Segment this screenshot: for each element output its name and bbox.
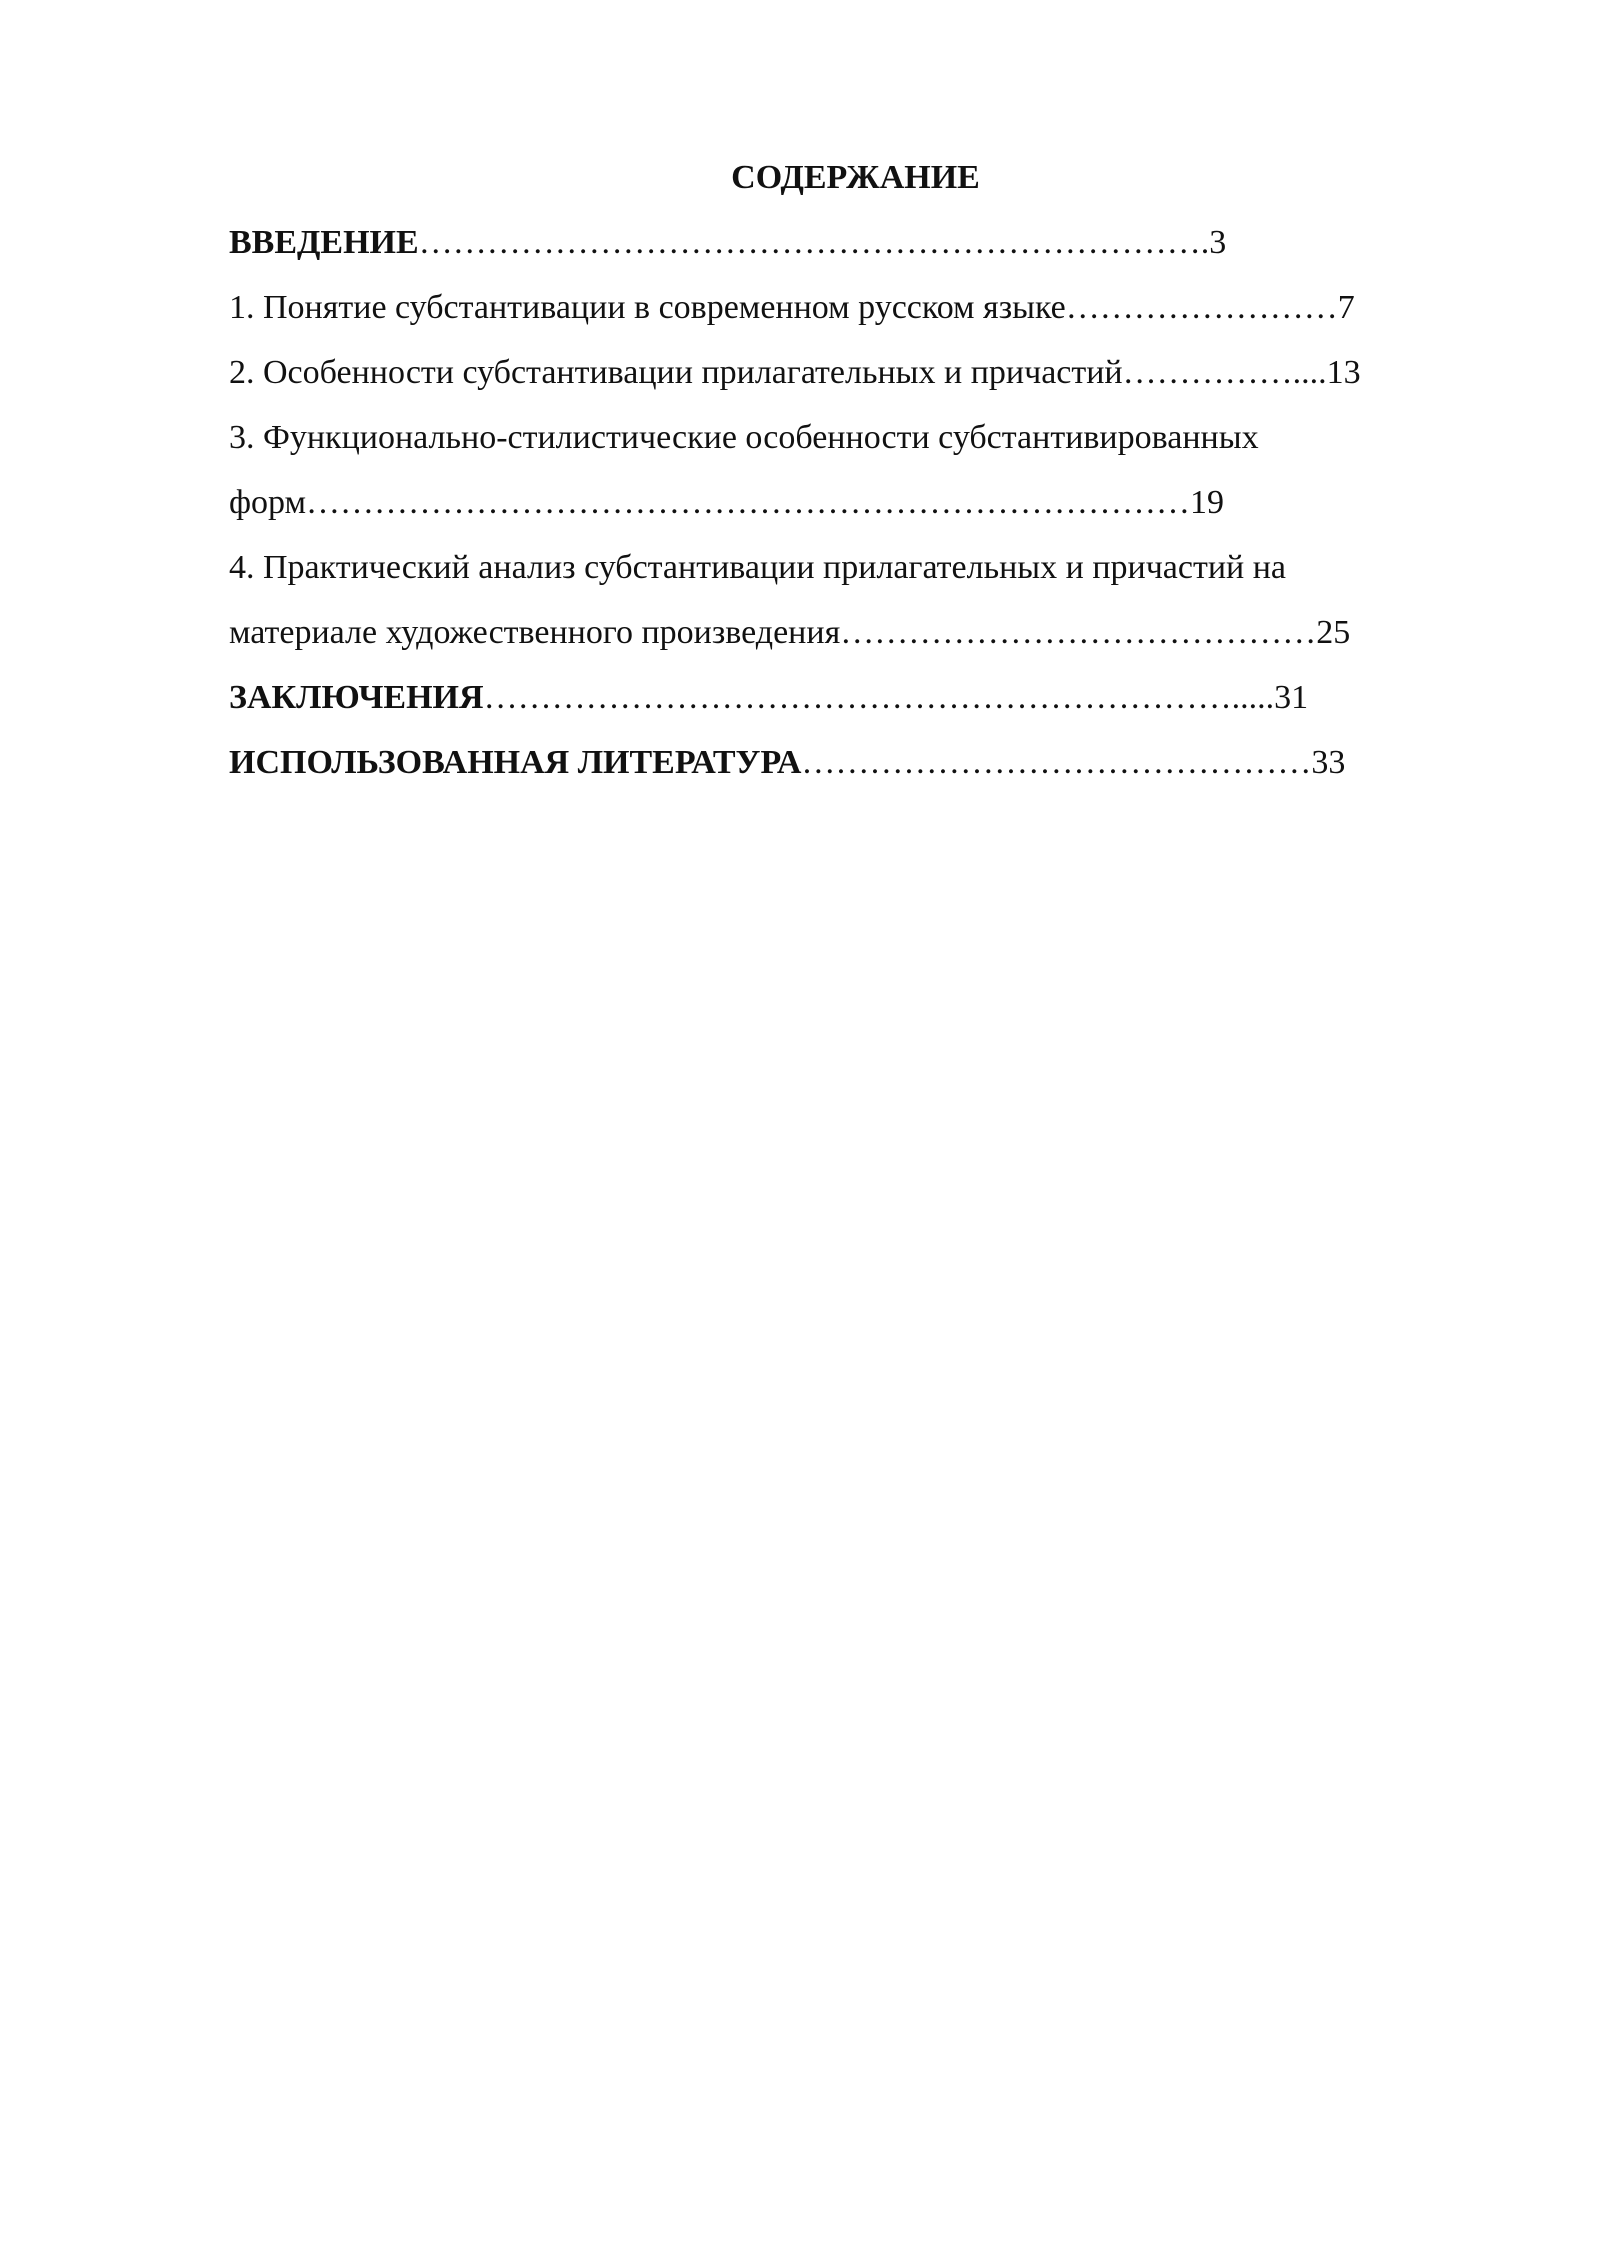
toc-entry-chapter-2	[229, 340, 1482, 405]
toc-leader-dots: …………………………………………………………….	[418, 224, 1210, 261]
toc-leader-dots: ………………………………………	[801, 744, 1312, 781]
toc-entry-label: ЗАКЛЮЧЕНИЯ	[229, 679, 484, 716]
toc-page-number: 31	[1274, 679, 1309, 716]
toc-entry-label: 3. Функционально-стилистические особенности субстантивированных	[229, 419, 1259, 456]
toc-leader-dots: ……………....	[1122, 354, 1327, 391]
toc-entry-label: 2. Особенности субстантивации прилагательных и причастий	[229, 354, 1123, 391]
toc-page-number: 3	[1209, 224, 1227, 261]
page-title: СОДЕРЖАНИЕ	[731, 159, 980, 196]
toc-entry-references	[229, 730, 1482, 795]
toc-page-number: 7	[1337, 289, 1355, 326]
toc-entry-chapter-4-line-2	[229, 600, 1482, 665]
toc-entry-label: материале художественного произведения	[229, 614, 841, 651]
toc-entry-chapter-3-line-2	[229, 470, 1482, 535]
toc-leader-dots: ………………………………………………………….....	[483, 679, 1275, 716]
toc-entry-label: ИСПОЛЬЗОВАННАЯ ЛИТЕРАТУРА	[229, 744, 802, 781]
toc-entry-label: форм	[229, 484, 307, 521]
toc-page-number: 33	[1311, 744, 1346, 781]
toc-page-number: 25	[1316, 614, 1351, 651]
toc-entry-chapter-4-line-1	[229, 535, 1482, 600]
table-of-contents	[229, 145, 1482, 795]
toc-leader-dots: ……………………	[1065, 289, 1338, 326]
toc-entry-conclusion	[229, 665, 1482, 730]
toc-page-number: 19	[1190, 484, 1225, 521]
toc-leader-dots: ……………………………………	[840, 614, 1317, 651]
toc-page-number: 13	[1326, 354, 1361, 391]
toc-entry-label: 4. Практический анализ субстантивации прилагательных и причастий на	[229, 549, 1287, 586]
toc-entry-label: ВВЕДЕНИЕ	[229, 224, 419, 261]
toc-entry-introduction	[229, 210, 1482, 275]
toc-entry-chapter-3-line-1	[229, 405, 1482, 470]
toc-leader-dots: ……………………………………………………………………	[306, 484, 1191, 521]
toc-entry-label: 1. Понятие субстантивации в современном русском языке	[229, 289, 1066, 326]
toc-entry-chapter-1	[229, 275, 1482, 340]
